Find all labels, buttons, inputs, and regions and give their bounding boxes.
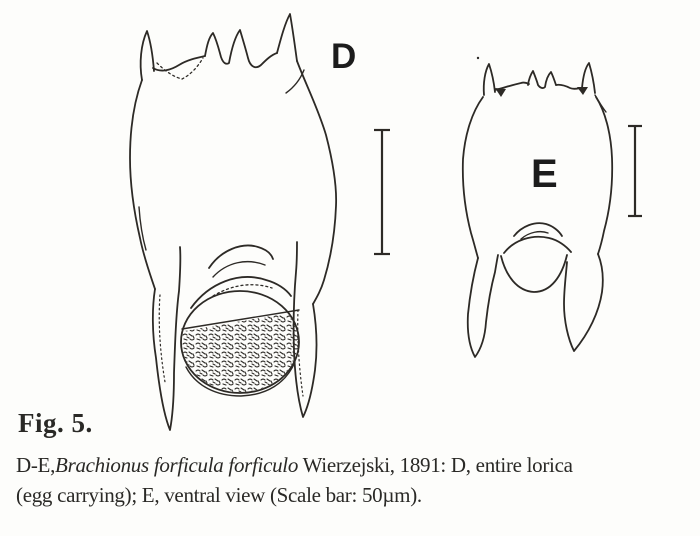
caption-authority: Wierzejski, 1891: D, entire lorica [298, 453, 573, 477]
panel-label-d: D [331, 37, 357, 76]
scale-bar-d [374, 130, 390, 254]
caption-line-1 [16, 450, 696, 480]
scan-speck [477, 57, 479, 59]
egg-stipple-texture [176, 311, 306, 398]
panel-label-e: E [531, 152, 558, 196]
scale-bar-e [628, 126, 642, 216]
caption-line-2: (egg carrying); E, ventral view (Scale bar: 50µm). [16, 483, 422, 507]
figure-caption [16, 450, 696, 510]
specimen-drawing-e [463, 57, 612, 357]
caption-species-name: Brachionus forficula forficulo [55, 453, 299, 477]
specimen-drawing-d [130, 14, 336, 430]
caption-range: D-E, [16, 453, 56, 477]
figure-number: Fig. 5. [18, 408, 93, 438]
